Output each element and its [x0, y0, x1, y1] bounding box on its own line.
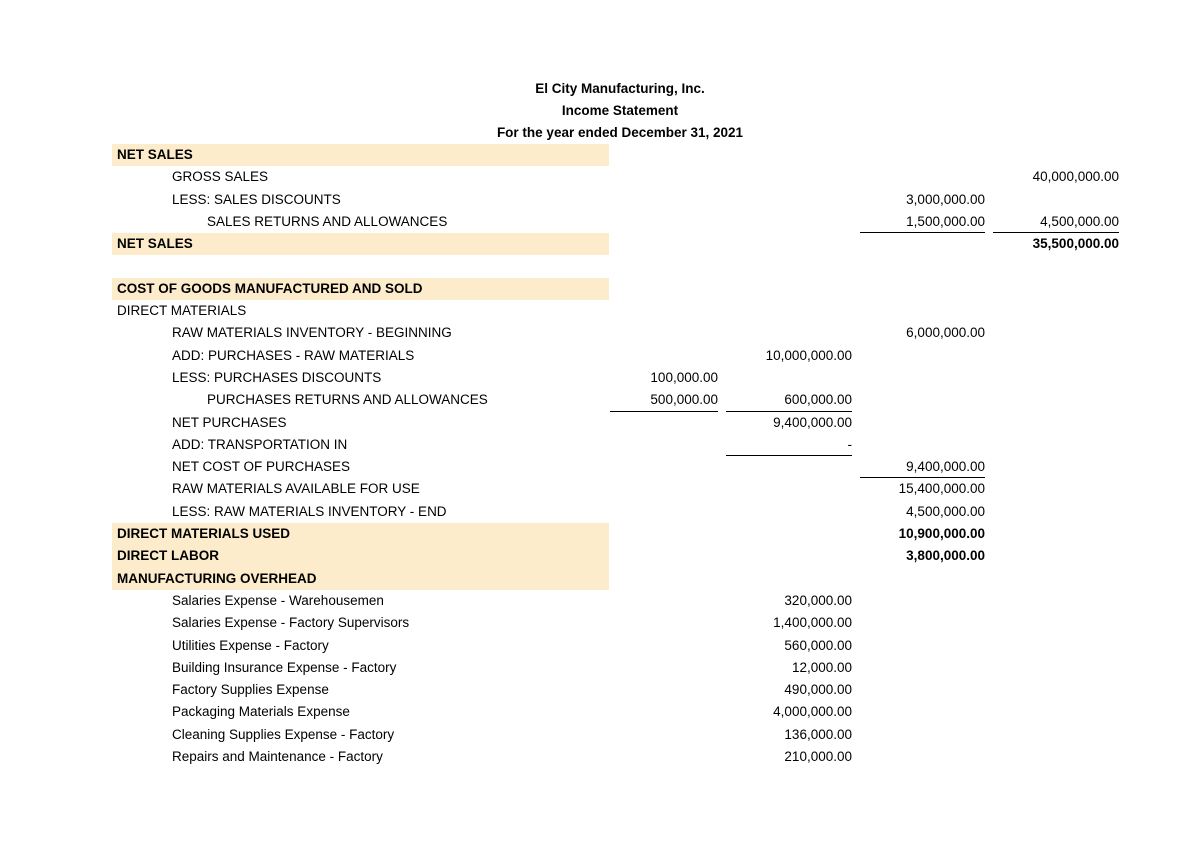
- row-overhead-item: [0, 746, 1200, 768]
- row-overhead-item: [0, 679, 1200, 701]
- row-label: DIRECT MATERIALS: [117, 303, 247, 319]
- row-overhead-item: [0, 724, 1200, 746]
- row-overhead-item: [0, 635, 1200, 657]
- row-label: COST OF GOODS MANUFACTURED AND SOLD: [117, 280, 423, 296]
- amount-col2: 210,000.00: [784, 749, 852, 765]
- row-label: DIRECT MATERIALS USED: [117, 526, 291, 542]
- row-label: RAW MATERIALS INVENTORY - BEGINNING: [172, 325, 452, 341]
- row-label: Salaries Expense - Factory Supervisors: [172, 615, 410, 631]
- amount-col4: 4,500,000.00: [993, 211, 1119, 233]
- amount-col2: 320,000.00: [784, 592, 852, 608]
- row-label: Building Insurance Expense - Factory: [172, 659, 397, 675]
- amount-col4: 35,500,000.00: [1032, 236, 1119, 252]
- row-net-cost-of-purchases: [0, 456, 1200, 478]
- amount-col2: 136,000.00: [784, 726, 852, 742]
- amount-col3: 3,000,000.00: [906, 191, 985, 207]
- section-header-net-sales: [0, 144, 1200, 166]
- amount-col2: 1,400,000.00: [773, 615, 852, 631]
- amount-col2: 560,000.00: [784, 637, 852, 653]
- amount-col2: 12,000.00: [791, 659, 852, 675]
- row-sales-discounts: [0, 189, 1200, 211]
- amount-col2: 9,400,000.00: [773, 414, 852, 430]
- company-name: El City Manufacturing, Inc.: [535, 81, 705, 96]
- row-overhead-item: [0, 590, 1200, 612]
- blank-row: [0, 255, 1200, 277]
- amount-col1: 100,000.00: [650, 369, 718, 385]
- row-label: LESS: PURCHASES DISCOUNTS: [172, 369, 382, 385]
- amount-col3: 6,000,000.00: [906, 325, 985, 341]
- amount-col1: 500,000.00: [610, 389, 718, 411]
- row-purchases-discounts: [0, 367, 1200, 389]
- row-rm-inventory-beginning: [0, 322, 1200, 344]
- row-label: NET SALES: [117, 236, 193, 252]
- row-label: Packaging Materials Expense: [172, 704, 350, 720]
- amount-col2: 600,000.00: [726, 389, 852, 411]
- row-label: LESS: SALES DISCOUNTS: [172, 191, 341, 207]
- row-label: SALES RETURNS AND ALLOWANCES: [207, 213, 448, 229]
- row-label: NET COST OF PURCHASES: [172, 459, 351, 475]
- underline-rule: [726, 434, 852, 456]
- row-label: ADD: TRANSPORTATION IN: [172, 436, 348, 452]
- row-label: GROSS SALES: [172, 169, 269, 185]
- statement-period: For the year ended December 31, 2021: [496, 125, 744, 140]
- section-header-cogms: [0, 278, 1200, 300]
- row-label: Salaries Expense - Warehousemen: [172, 592, 384, 608]
- row-direct-materials-used: [0, 523, 1200, 545]
- income-statement-table: [0, 144, 1200, 768]
- row-label: NET SALES: [117, 147, 193, 162]
- row-label: RAW MATERIALS AVAILABLE FOR USE: [172, 481, 420, 497]
- amount-col2: 490,000.00: [784, 682, 852, 698]
- row-label: Factory Supplies Expense: [172, 682, 329, 698]
- row-label: LESS: RAW MATERIALS INVENTORY - END: [172, 503, 447, 519]
- row-label: PURCHASES RETURNS AND ALLOWANCES: [207, 392, 488, 408]
- row-purchases-raw-materials: [0, 345, 1200, 367]
- row-direct-materials: [0, 300, 1200, 322]
- row-gross-sales: [0, 166, 1200, 188]
- row-transportation-in: [0, 434, 1200, 456]
- amount-col3: 4,500,000.00: [906, 503, 985, 519]
- row-direct-labor: [0, 545, 1200, 567]
- amount-col2: -: [847, 436, 852, 452]
- row-net-purchases: [0, 412, 1200, 434]
- row-label: ADD: PURCHASES - RAW MATERIALS: [172, 347, 415, 363]
- row-label: DIRECT LABOR: [117, 548, 219, 564]
- row-label: MANUFACTURING OVERHEAD: [117, 570, 317, 586]
- row-overhead-item: [0, 657, 1200, 679]
- amount-col4: 40,000,000.00: [1032, 169, 1119, 185]
- row-overhead-item: [0, 612, 1200, 634]
- row-sales-returns: [0, 211, 1200, 233]
- row-label: Repairs and Maintenance - Factory: [172, 749, 383, 765]
- row-label: NET PURCHASES: [172, 414, 287, 430]
- statement-title: Income Statement: [561, 103, 679, 118]
- amount-col2: 10,000,000.00: [765, 347, 852, 363]
- row-overhead-item: [0, 701, 1200, 723]
- row-net-sales-total: [0, 233, 1200, 255]
- row-rm-inventory-end: [0, 501, 1200, 523]
- amount-col3: 3,800,000.00: [906, 548, 985, 564]
- row-purchases-returns: [0, 389, 1200, 411]
- amount-col2: 4,000,000.00: [773, 704, 852, 720]
- row-manufacturing-overhead: [0, 568, 1200, 590]
- row-label: Cleaning Supplies Expense - Factory: [172, 726, 395, 742]
- amount-col3: 10,900,000.00: [898, 526, 985, 542]
- amount-col3: 15,400,000.00: [898, 481, 985, 497]
- row-rm-available-for-use: [0, 478, 1200, 500]
- amount-col3: 9,400,000.00: [860, 456, 985, 478]
- row-label: Utilities Expense - Factory: [172, 637, 329, 653]
- amount-col3: 1,500,000.00: [860, 211, 985, 233]
